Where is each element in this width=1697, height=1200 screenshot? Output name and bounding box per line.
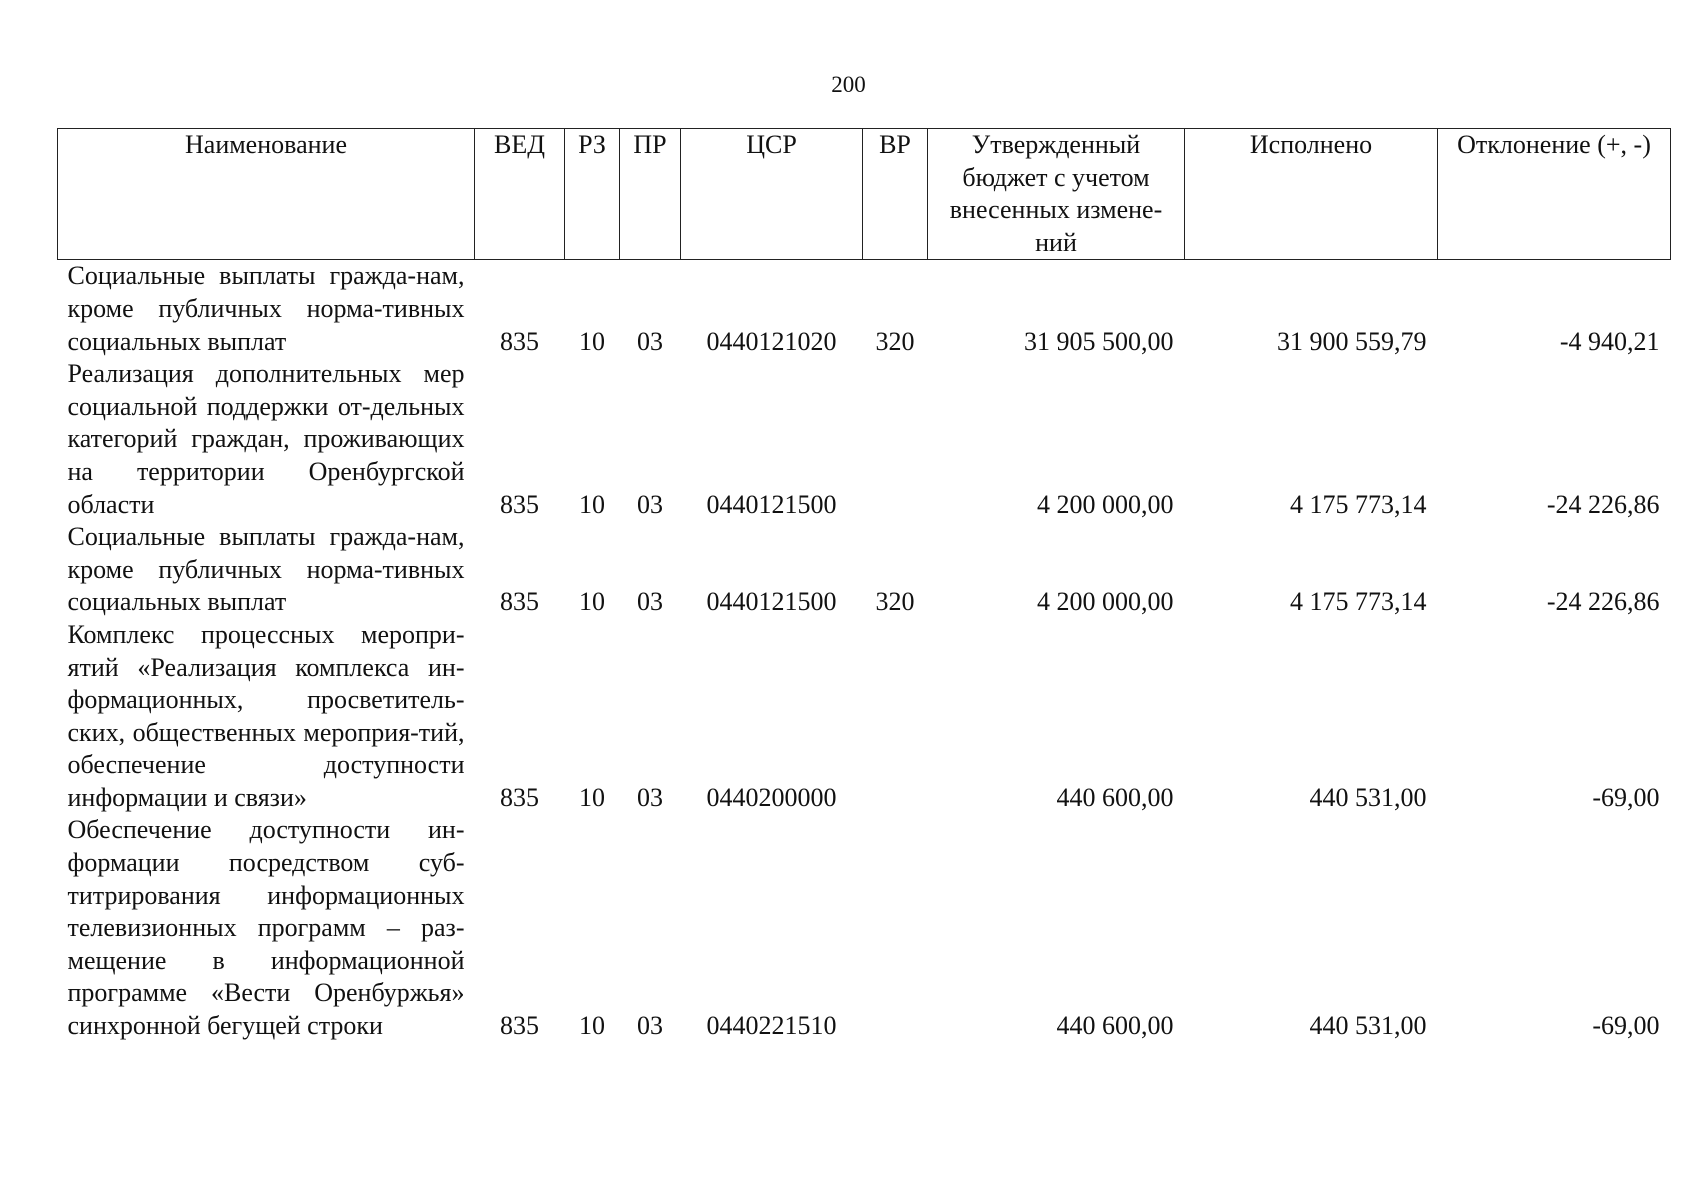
row-vr	[863, 814, 928, 1042]
header-approved: Утвержденный бюджет с учетом внесенных измене-ний	[928, 129, 1185, 260]
row-deviation: -4 940,21	[1559, 326, 1660, 356]
row-pr: 03	[637, 782, 663, 812]
row-pr: 03	[637, 587, 663, 617]
header-executed: Исполнено	[1185, 129, 1438, 260]
row-deviation: -24 226,86	[1546, 489, 1660, 519]
row-name: Социальные выплаты гражда-нам, кроме публичных норма-тивных социальных выплат	[67, 522, 465, 617]
row-csr: 0440121500	[706, 489, 837, 519]
row-executed: 31 900 559,79	[1277, 326, 1427, 356]
row-pr: 03	[637, 326, 663, 356]
table-body	[58, 260, 1671, 1043]
row-name: Реализация дополнительных мер социальной поддержки от-дельных категорий граждан, проживающих на территории Оренбургской области	[67, 359, 465, 519]
row-ved: 835	[500, 782, 539, 812]
table-row	[58, 358, 1671, 521]
header-csr: ЦСР	[681, 129, 863, 260]
row-rz: 10	[579, 326, 605, 356]
table-row	[58, 521, 1671, 619]
row-csr: 0440200000	[706, 782, 837, 812]
row-csr: 0440121500	[706, 587, 837, 617]
row-pr: 03	[637, 1011, 663, 1041]
budget-table	[57, 128, 1671, 1043]
header-pr: ПР	[620, 129, 681, 260]
header-deviation: Отклонение (+, -)	[1438, 129, 1671, 260]
row-pr: 03	[637, 489, 663, 519]
row-approved: 4 200 000,00	[1037, 587, 1174, 617]
row-vr	[863, 619, 928, 815]
row-ved: 835	[500, 489, 539, 519]
row-executed: 4 175 773,14	[1290, 587, 1427, 617]
row-deviation: -69,00	[1592, 1011, 1660, 1041]
row-ved: 835	[500, 587, 539, 617]
row-ved: 835	[500, 326, 539, 356]
row-executed: 440 531,00	[1309, 782, 1427, 812]
row-rz: 10	[579, 587, 605, 617]
row-deviation: -69,00	[1592, 782, 1660, 812]
row-vr	[863, 358, 928, 521]
row-approved: 440 600,00	[1056, 782, 1174, 812]
row-approved: 31 905 500,00	[1024, 326, 1174, 356]
row-vr: 320	[875, 587, 915, 617]
table-header	[58, 129, 1671, 260]
table-row	[58, 814, 1671, 1042]
row-csr: 0440121020	[706, 326, 837, 356]
header-ved: ВЕД	[475, 129, 565, 260]
row-rz: 10	[579, 782, 605, 812]
row-name: Комплекс процессных меропри-ятий «Реализация комплекса ин-формационных, просветитель-ских, общественных мероприя-тий, обеспечение доступности информации и связи»	[67, 619, 465, 812]
header-vr: ВР	[863, 129, 928, 260]
table-row	[58, 619, 1671, 815]
row-approved: 440 600,00	[1056, 1011, 1174, 1041]
row-rz: 10	[579, 1011, 605, 1041]
row-name: Обеспечение доступности ин-формации посредством суб-титрирования информационных телевизионных программ – раз-мещение в информационной программе «Вести Оренбуржья» синхронной бегущей строки	[67, 815, 465, 1041]
page-number: 200	[831, 72, 866, 97]
row-deviation: -24 226,86	[1546, 587, 1660, 617]
header-row	[58, 129, 1671, 260]
row-csr: 0440221510	[706, 1011, 837, 1041]
row-executed: 4 175 773,14	[1290, 489, 1427, 519]
header-name: Наименование	[58, 129, 475, 260]
row-rz: 10	[579, 489, 605, 519]
header-rz: РЗ	[565, 129, 620, 260]
table-row	[58, 260, 1671, 358]
row-approved: 4 200 000,00	[1037, 489, 1174, 519]
row-vr: 320	[875, 326, 915, 356]
row-executed: 440 531,00	[1309, 1011, 1427, 1041]
row-ved: 835	[500, 1011, 539, 1041]
row-name: Социальные выплаты граждa-нам, кроме публичных норма-тивных социальных выплат	[67, 261, 465, 356]
